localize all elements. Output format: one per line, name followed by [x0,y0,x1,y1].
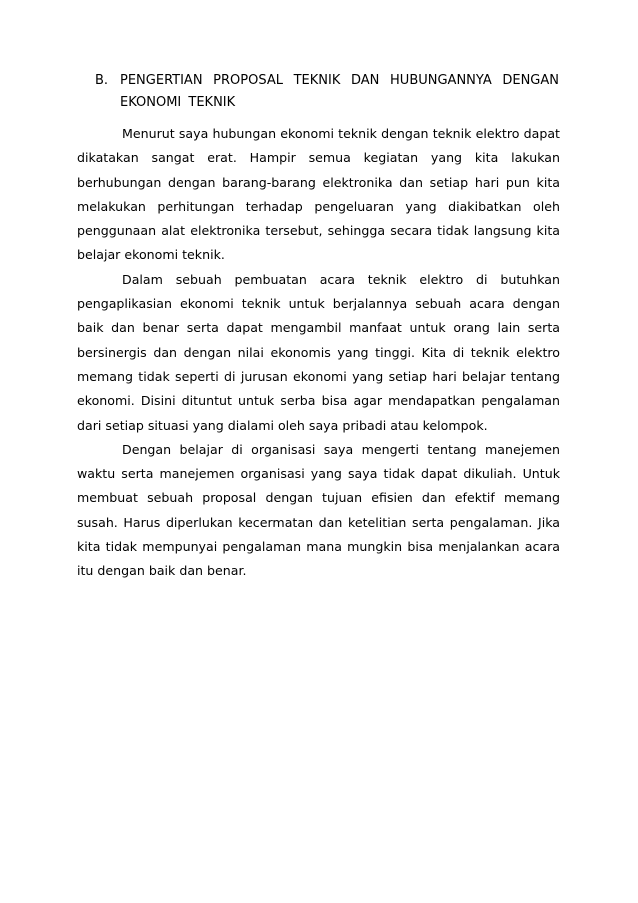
section-heading [95,70,559,114]
section-number: B. [95,73,109,88]
paragraph-1: Menurut saya hubungan ekonomi teknik dengan teknik elektro dapat dikatakan sangat erat. Hampir semua kegiatan yang kita lakukan berhubungan dengan barang-barang elektronika dan setiap hari pun kita melakukan perhitungan terhadap pengeluaran yang diakibatkan oleh penggunaan alat elektronika tersebut, sehingga secara tidak langsung kita belajar ekonomi teknik. [77,126,560,263]
paragraph-3: Dengan belajar di organisasi saya mengerti tentang manejemen waktu serta manejemen organisasi yang saya tidak dapat dikuliah. Untuk membuat sebuah proposal dengan tujuan efisien dan efektif memang susah. Harus diperlukan kecermatan dan ketelitian serta pengalaman. Jika kita tidak mempunyai pengalaman mana mungkin bisa menjalankan acara itu dengan baik dan benar. [77,441,560,579]
section-body [77,122,560,584]
section-title: PENGERTIAN PROPOSAL TEKNIK DAN HUBUNGANNYA DENGAN EKONOMI TEKNIK [120,73,559,110]
paragraph-2: Dalam sebuah pembuatan acara teknik elektro di butuhkan pengaplikasian ekonomi teknik untuk berjalannya sebuah acara dengan baik dan benar serta dapat mengambil manfaat untuk orang lain serta bersinergis dan dengan nilai ekonomis yang tinggi. Kita di teknik elektro memang tidak seperti di jurusan ekonomi yang setiap hari belajar tentang ekonomi. Disini dituntut untuk serba bisa agar mendapatkan pengalaman dari setiap situasi yang dialami oleh saya pribadi atau kelompok. [77,271,560,433]
